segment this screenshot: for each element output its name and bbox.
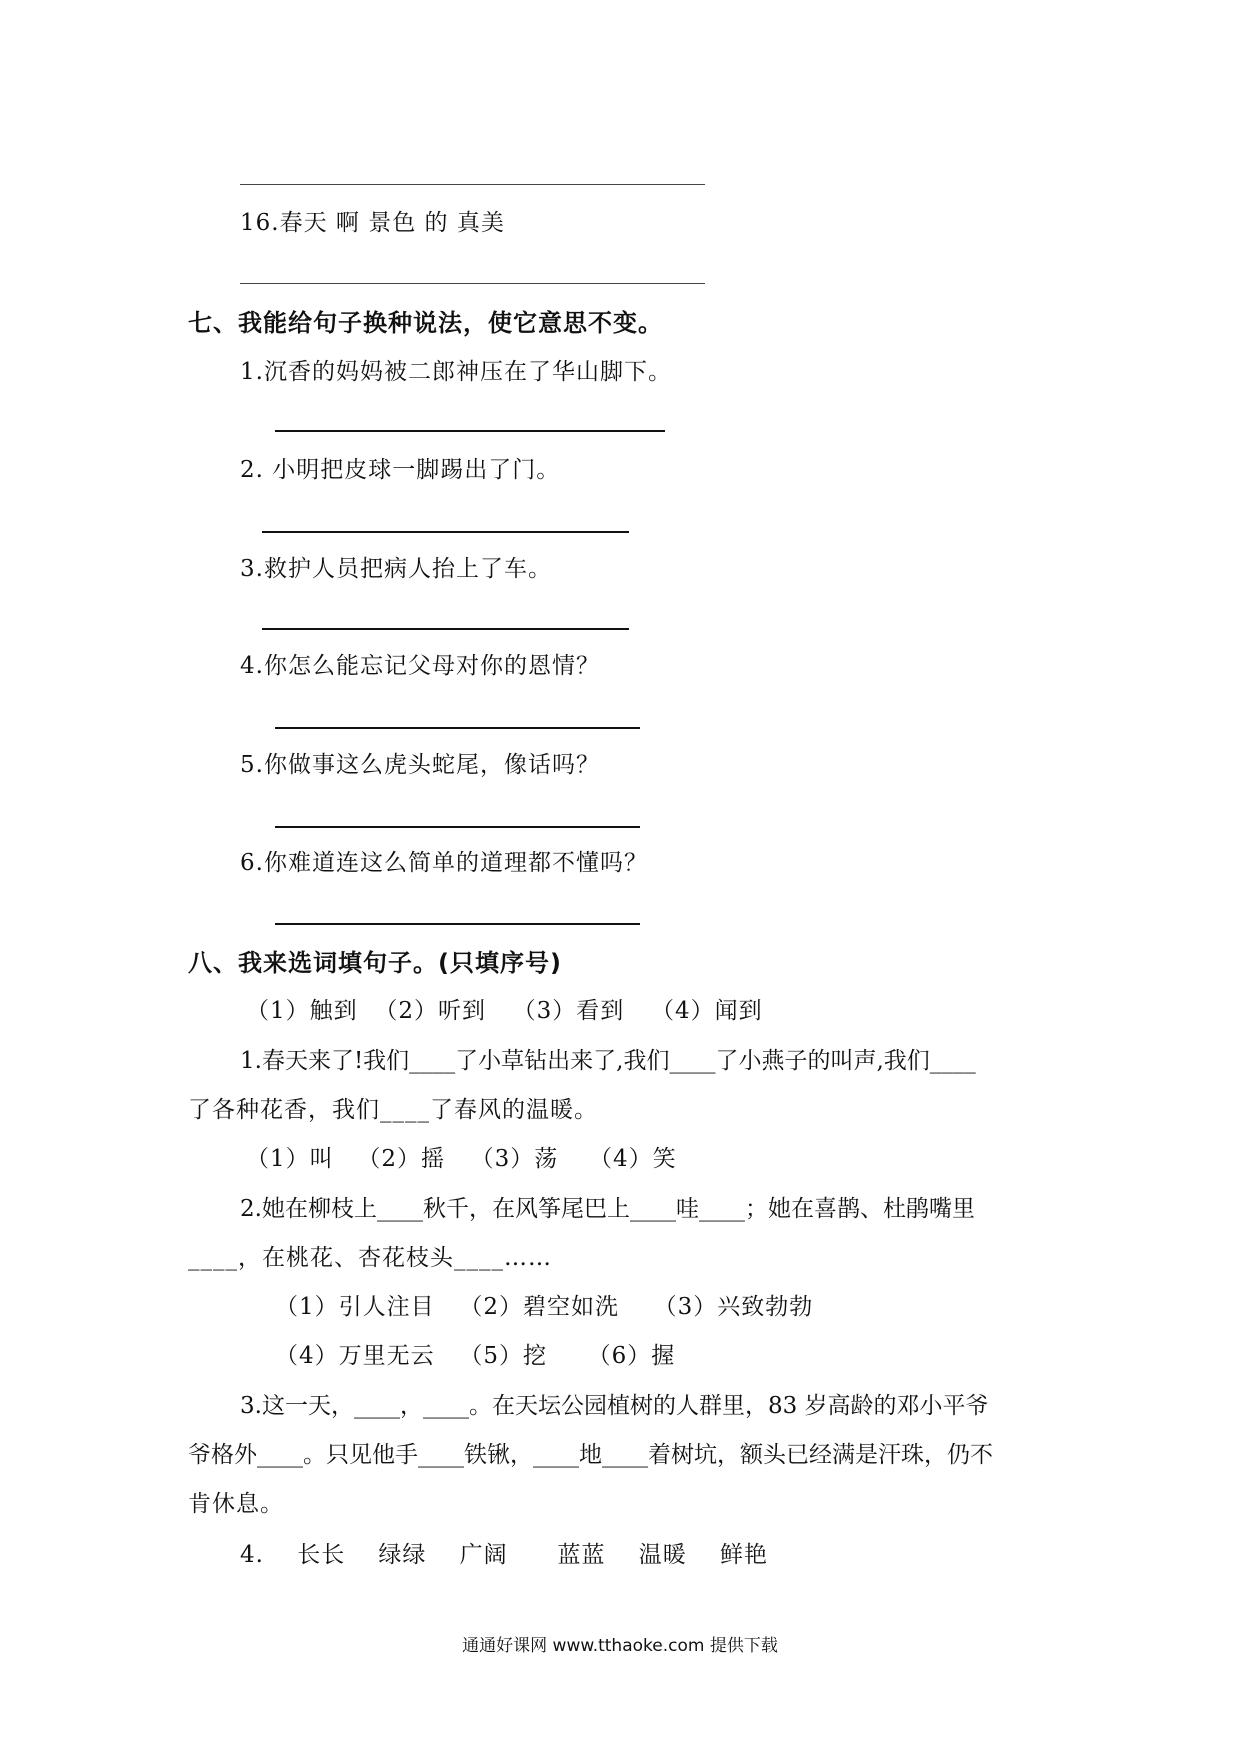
sentence-3-line-2: 爷格外____。只见他手____铁锹，____地____着树坑，额头已经满是汗珠，仍不 <box>188 1442 993 1468</box>
option: （6）握 <box>587 1343 676 1369</box>
word-options-3a <box>275 1292 834 1322</box>
option: （4）笑 <box>588 1146 677 1172</box>
section-8-title: 八、我来选词填句子。(只填序号) <box>188 949 562 977</box>
option: （2）听到 <box>374 998 486 1024</box>
answer-line-7-6 <box>275 923 640 925</box>
option: （2）摇 <box>357 1146 445 1172</box>
option: （1）叫 <box>246 1146 334 1172</box>
word-options-2 <box>246 1144 689 1174</box>
answer-line-15 <box>240 184 705 185</box>
section-7-title: 七、我能给句子换种说法，使它意思不变。 <box>188 309 663 337</box>
section-7-item-6: 6.你难道连这么简单的道理都不懂吗？ <box>240 850 648 876</box>
sentence-1-line-1: 1.春天来了!我们____了小草钻出来了,我们____了小燕子的叫声,我们____ <box>240 1048 976 1074</box>
option: （3）兴致勃勃 <box>653 1294 814 1320</box>
answer-line-7-5 <box>275 826 640 828</box>
answer-line-7-4 <box>275 727 640 729</box>
sentence-3-line-3: 肯休息。 <box>188 1491 284 1517</box>
sentence-3-line-1: 3.这一天，____，____。在天坛公园植树的人群里，83 岁高龄的邓小平爷 <box>240 1393 989 1419</box>
option: （1）触到 <box>246 998 358 1024</box>
sentence-4: 4. 长长 绿绿 广阔 蓝蓝 温暖 鲜艳 <box>240 1542 769 1568</box>
question-16: 16.春天 啊 景色 的 真美 <box>240 210 505 236</box>
word-options-1 <box>246 996 781 1026</box>
option: （5）挖 <box>459 1343 547 1369</box>
section-7-item-2: 2. 小明把皮球一脚踢出了门。 <box>240 457 561 483</box>
sentence-2-line-1: 2.她在柳枝上____秋千，在风筝尾巴上____哇____；她在喜鹊、杜鹃嘴里 <box>240 1196 975 1222</box>
option: （1）引人注目 <box>275 1294 435 1320</box>
answer-line-16 <box>240 283 705 284</box>
section-7-item-3: 3.救护人员把病人抬上了车。 <box>240 556 552 582</box>
section-7-item-5: 5.你做事这么虎头蛇尾，像话吗？ <box>240 752 600 778</box>
section-7-item-1: 1.沉香的妈妈被二郎神压在了华山脚下。 <box>240 359 672 385</box>
option: （3）看到 <box>512 998 625 1024</box>
word-options-3b <box>275 1341 688 1371</box>
answer-line-7-2 <box>262 531 629 533</box>
sentence-2-line-2: ____，在桃花、杏花枝头____…… <box>188 1245 552 1271</box>
answer-line-7-3 <box>262 628 629 630</box>
page-footer: 通通好课网 www.tthaoke.com 提供下载 <box>462 1636 778 1656</box>
option: （4）闻到 <box>650 998 763 1024</box>
answer-line-7-1 <box>275 430 665 432</box>
option: （2）碧空如洗 <box>459 1294 619 1320</box>
option: （4）万里无云 <box>275 1343 435 1369</box>
option: （3）荡 <box>470 1146 559 1172</box>
sentence-1-line-2: 了各种花香，我们____了春风的温暖。 <box>188 1097 598 1123</box>
section-7-item-4: 4.你怎么能忘记父母对你的恩情？ <box>240 653 600 679</box>
